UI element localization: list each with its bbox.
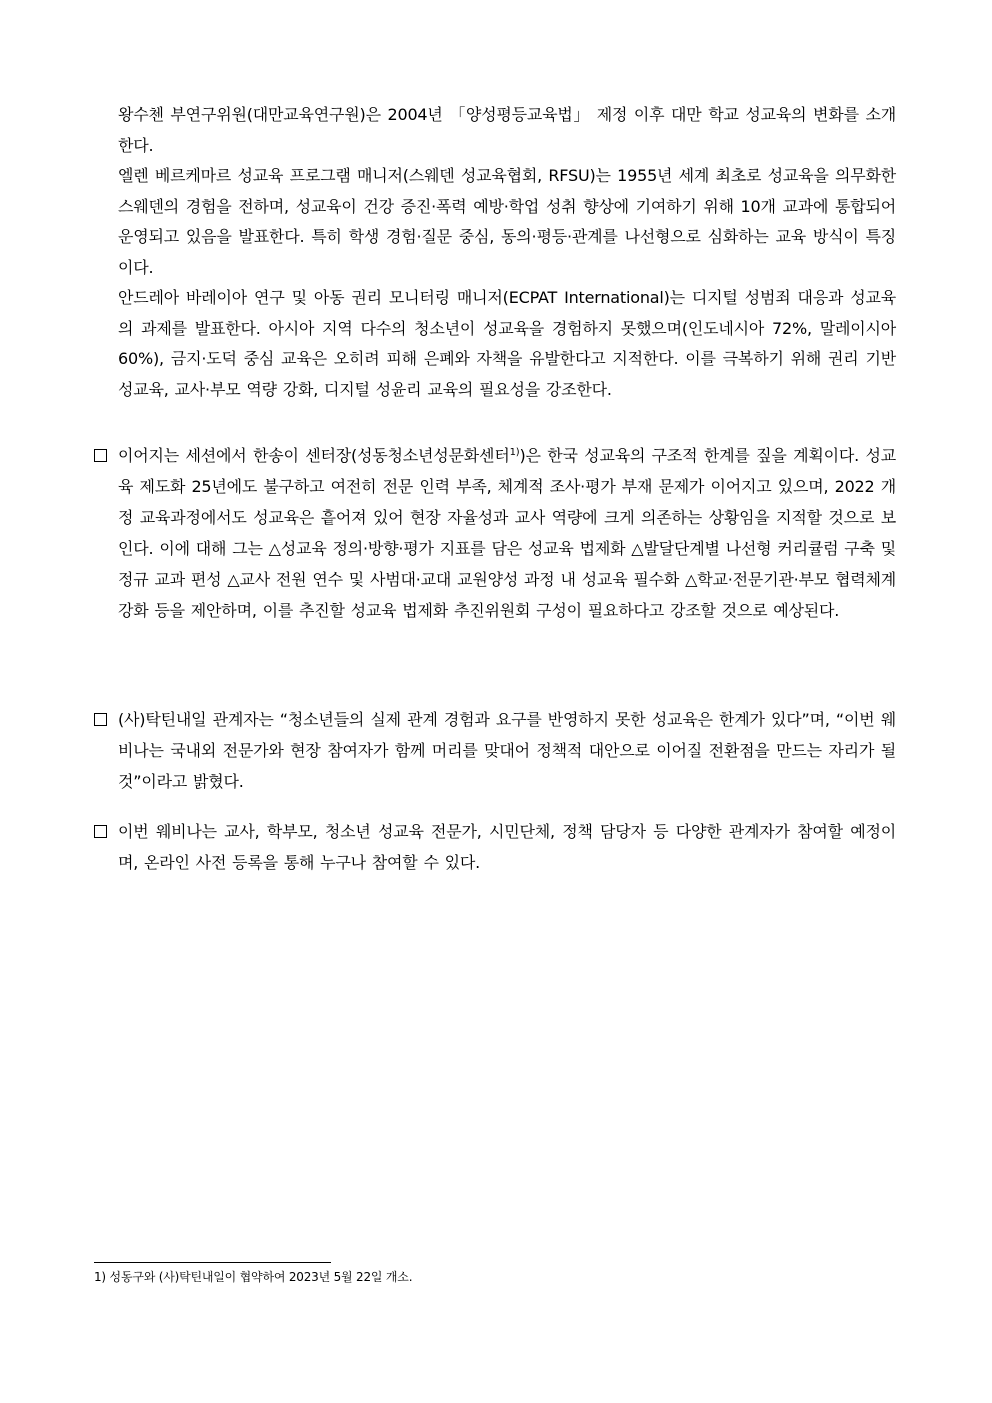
checkbox-square-icon xyxy=(94,825,107,838)
footnote-divider xyxy=(94,1262,331,1263)
footnote-reference[interactable]: 1) xyxy=(509,447,520,458)
paragraph-taiwan: 왕수첸 부연구위원(대만교육연구원)은 2004년 「양성평등교육법」 제정 이후 대만 학교 성교육의 변화를 소개한다. xyxy=(118,105,896,155)
paragraph-ecpat: 안드레아 바레이아 연구 및 아동 권리 모니터링 매니저(ECPAT International)는 디지털 성범죄 대응과 성교육의 과제를 발표한다. 아시아 지역 다수의 청소년이 성교육을 경험하지 못했으며(인도네시아 72%, 말레이시아 60%), 금지·도덕 중심 교육은 오히려 피해 은폐와 자책을 유발한다고 지적한다. 이를 극복하기 위해 권리 기반 성교육, 교사·부모 역량 강화, 디지털 성윤리 교육의 필요성을 강조한다. xyxy=(118,288,896,399)
checkbox-square-icon xyxy=(94,713,107,726)
checkbox-square-icon xyxy=(94,449,107,462)
bullet-text xyxy=(118,440,896,626)
bullet-text-part: 이어지는 세션에서 한송이 센터장(성동청소년성문화센터 xyxy=(118,446,510,465)
bullet-korea-session xyxy=(94,440,896,626)
footnote-marker: 1) xyxy=(94,1270,106,1284)
bullet-text: (사)탁틴내일 관계자는 “청소년들의 실제 관계 경험과 요구를 반영하지 못한 성교육은 한계가 있다”며, “이번 웨비나는 국내외 전문가와 현장 참여자가 함께 머리를 맞대어 정책적 대안으로 이어질 전환점을 만드는 자리가 될 것”이라고 밝혔다. xyxy=(118,710,896,791)
bullet-participation xyxy=(94,816,896,878)
paragraph-sweden: 엘렌 베르케마르 성교육 프로그램 매니저(스웨덴 성교육협회, RFSU)는 1955년 세계 최초로 성교육을 의무화한 스웨덴의 경험을 전하며, 성교육이 건강 증진·폭력 예방·학업 성취 향상에 기여하기 위해 10개 교과에 통합되어 운영되고 있음을 발표한다. 특히 학생 경험·질문 중심, 동의·평등·관계를 나선형으로 심화하는 교육 방식이 특징이다. xyxy=(118,166,896,277)
footnote xyxy=(94,1267,854,1287)
bullet-text-part: )은 한국 성교육의 구조적 한계를 짚을 계획이다. 성교육 제도화 25년에도 불구하고 여전히 전문 인력 부족, 체계적 조사·평가 부재 문제가 이어지고 있으며, 2022 개정 교육과정에서도 성교육은 흩어져 있어 현장 자율성과 교사 역량에 크게 의존하는 상황임을 지적할 것으로 보인다. 이에 대해 그는 △성교육 정의·방향·평가 지표를 담은 성교육 법제화 △발달단계별 나선형 커리큘럼 구축 및 정규 교과 편성 △교사 전원 연수 및 사범대·교대 교원양성 과정 내 성교육 필수화 △학교·전문기관·부모 협력체계 강화 등을 제안하며, 이를 추진할 성교육 법제화 추진위원회 구성이 필요하다고 강조할 것으로 예상된다. xyxy=(118,446,896,620)
bullet-text: 이번 웨비나는 교사, 학부모, 청소년 성교육 전문가, 시민단체, 정책 담당자 등 다양한 관계자가 참여할 예정이며, 온라인 사전 등록을 통해 누구나 참여할 수 있다. xyxy=(118,822,896,872)
footnote-text: 성동구와 (사)탁틴내일이 협약하여 2023년 5월 22일 개소. xyxy=(109,1270,413,1284)
bullet-quote xyxy=(94,704,896,797)
